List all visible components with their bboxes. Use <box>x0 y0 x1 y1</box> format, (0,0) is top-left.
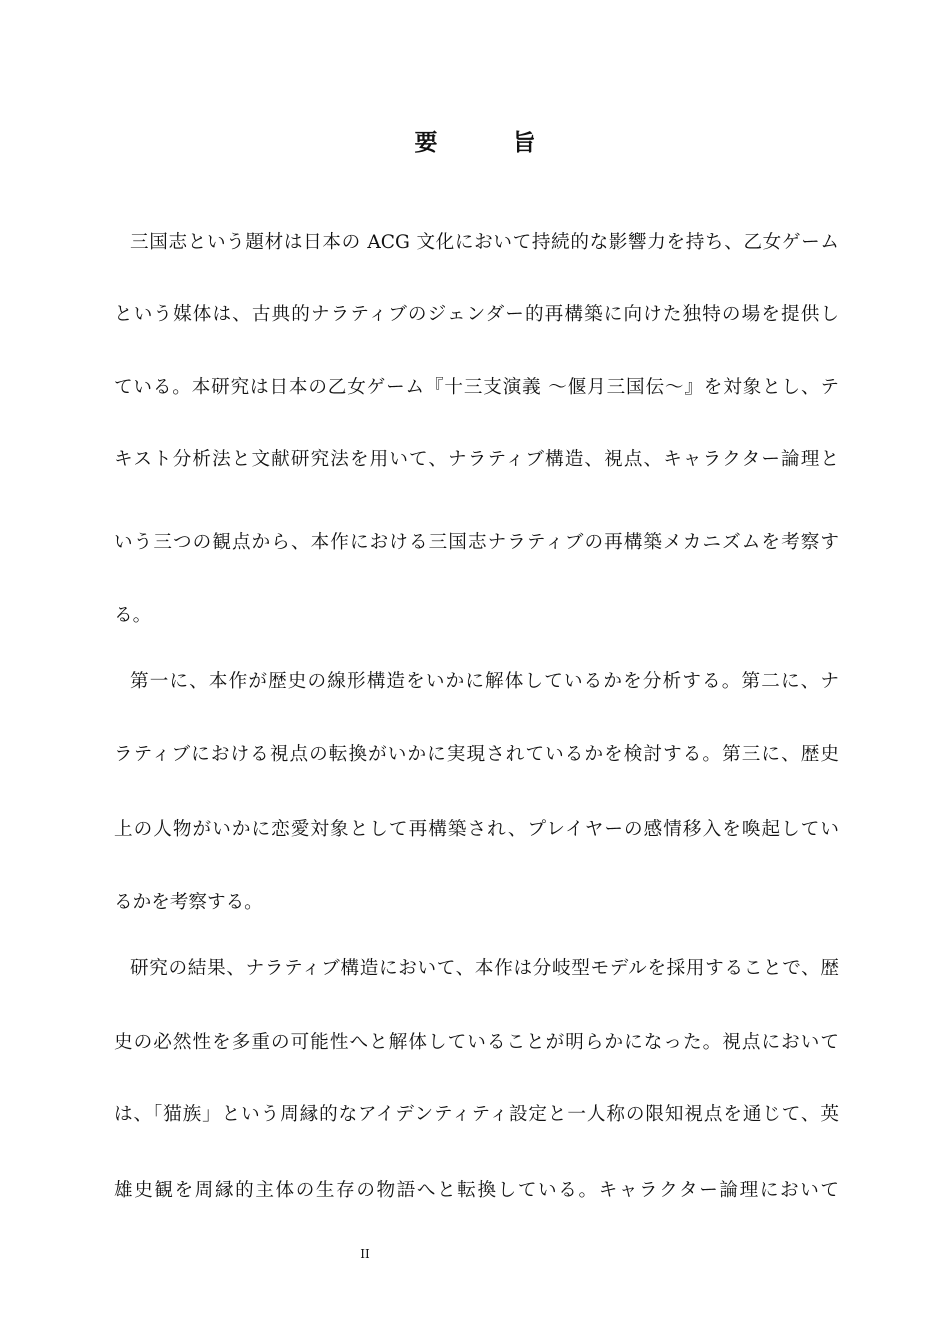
text-line-5: いう三つの観点から、本作における三国志ナラティブの再構築メカニズムを考察す <box>114 532 839 553</box>
text-line-13: は、「猫族」という周縁的なアイデンティティ設定と一人称の限知視点を通じて、英 <box>114 1104 839 1125</box>
text-line-2: という媒体は、古典的ナラティブのジェンダー的再構築に向けた独特の場を提供し <box>114 304 839 325</box>
page-number: II <box>360 1247 370 1261</box>
text-line-12: 史の必然性を多重の可能性へと解体していることが明らかになった。視点において <box>114 1032 839 1053</box>
text-line-14: 雄史観を周縁的主体の生存の物語へと転換している。キャラクター論理において <box>114 1180 839 1201</box>
text-line-1: 三国志という題材は日本の ACG 文化において持続的な影響力を持ち、乙女ゲーム <box>130 232 839 253</box>
text-line-3: ている。本研究は日本の乙女ゲーム『十三支演義 〜偃月三国伝〜』を対象とし、テ <box>114 377 839 398</box>
text-line-11: 研究の結果、ナラティブ構造において、本作は分岐型モデルを採用することで、歴 <box>130 958 839 979</box>
text-line-9: 上の人物がいかに恋愛対象として再構築され、プレイヤーの感情移入を喚起してい <box>114 819 839 840</box>
text-line-4: キスト分析法と文献研究法を用いて、ナラティブ構造、視点、キャラクター論理と <box>114 449 839 470</box>
text-line-6: る。 <box>114 605 152 626</box>
text-line-7: 第一に、本作が歴史の線形構造をいかに解体しているかを分析する。第二に、ナ <box>130 671 839 692</box>
text-line-10: るかを考察する。 <box>114 892 263 913</box>
abstract-title: 要 旨 <box>414 129 562 156</box>
text-line-8: ラティブにおける視点の転換がいかに実現されているかを検討する。第三に、歴史 <box>114 744 839 765</box>
